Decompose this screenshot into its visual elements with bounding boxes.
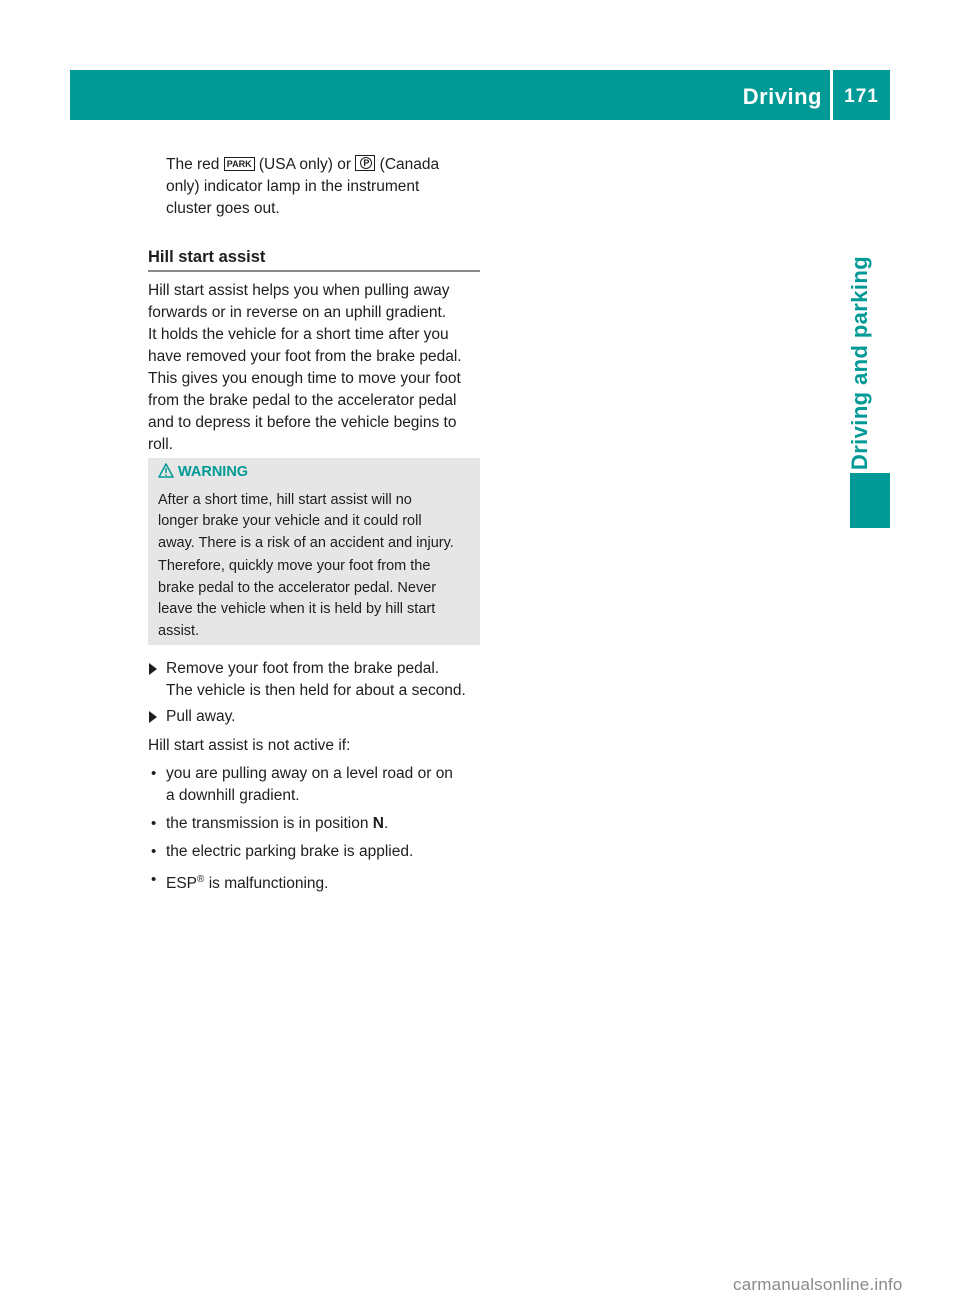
body-line: from the brake pedal to the accelerator pedal bbox=[148, 392, 457, 409]
body-line: This gives you enough time to move your foot bbox=[148, 370, 461, 387]
parking-brake-icon: P bbox=[355, 155, 375, 171]
step-text: Pull away. bbox=[166, 708, 236, 725]
watermark: carmanualsonline.info bbox=[733, 1275, 903, 1294]
section-title: Driving bbox=[742, 84, 822, 109]
body-line: forwards or in reverse on an uphill gradient. bbox=[148, 304, 447, 321]
list-item bbox=[148, 841, 482, 863]
warning-line: away. There is a risk of an accident and injury. bbox=[158, 534, 454, 551]
warning-line: brake pedal to the accelerator pedal. Never bbox=[158, 579, 437, 596]
park-icon: PARK bbox=[224, 157, 255, 171]
body-line: It holds the vehicle for a short time after you bbox=[148, 326, 449, 343]
bullet-icon: • bbox=[151, 815, 157, 832]
steps-list bbox=[148, 658, 482, 728]
page-number: 171 bbox=[844, 86, 879, 107]
intro-text-1: The red bbox=[166, 156, 224, 173]
heading-rule bbox=[148, 270, 480, 272]
warning-line: assist. bbox=[158, 622, 200, 639]
step-result: The vehicle is then held for about a second. bbox=[166, 682, 466, 699]
chapter-marker bbox=[850, 473, 890, 528]
warning-header bbox=[158, 462, 476, 486]
list-item bbox=[148, 813, 482, 835]
body-line: have removed your foot from the brake pedal. bbox=[148, 348, 462, 365]
section-body bbox=[148, 280, 482, 456]
step-arrow-icon bbox=[149, 663, 157, 675]
step-item bbox=[148, 658, 482, 702]
body-line: Hill start assist helps you when pulling away bbox=[148, 282, 450, 299]
list-item-text: a downhill gradient. bbox=[166, 787, 300, 804]
gear-position: N bbox=[372, 815, 384, 832]
warning-line: longer brake your vehicle and it could roll bbox=[158, 513, 422, 529]
bullet-icon: • bbox=[151, 843, 157, 860]
list-item-text: . bbox=[383, 815, 389, 832]
section-heading: Hill start assist bbox=[148, 248, 266, 266]
list-item-text: the electric parking brake is applied. bbox=[166, 843, 414, 860]
list-item-text: you are pulling away on a level road or on bbox=[166, 765, 453, 782]
step-text: Remove your foot from the brake pedal. bbox=[166, 660, 440, 677]
list-item-text: is malfunctioning. bbox=[204, 875, 329, 893]
list-item-text: the transmission is in position bbox=[166, 815, 373, 832]
intro-line-2: only) indicator lamp in the instrument bbox=[166, 178, 420, 195]
list-item bbox=[148, 869, 482, 895]
list-item bbox=[148, 763, 482, 807]
conditions-list bbox=[148, 763, 482, 895]
intro-paragraph bbox=[148, 154, 500, 220]
step-arrow-icon bbox=[149, 711, 157, 723]
conditions-intro: Hill start assist is not active if: bbox=[148, 737, 351, 754]
warning-line: After a short time, hill start assist will no bbox=[158, 491, 412, 508]
bullet-icon: • bbox=[151, 871, 157, 888]
chapter-tab-label: Driving and parking bbox=[847, 255, 872, 471]
warning-title: WARNING bbox=[178, 464, 249, 480]
intro-line-3: cluster goes out. bbox=[166, 200, 280, 217]
warning-box bbox=[148, 458, 480, 645]
bullet-icon: • bbox=[151, 765, 157, 782]
warning-triangle-icon bbox=[158, 463, 178, 486]
step-item bbox=[148, 706, 482, 728]
registered-mark: ® bbox=[197, 874, 205, 885]
warning-line: leave the vehicle when it is held by hill start bbox=[158, 601, 436, 617]
intro-text-2: (USA only) or bbox=[254, 156, 356, 173]
warning-line: Therefore, quickly move your foot from the bbox=[158, 558, 431, 574]
body-line: and to depress it before the vehicle begins to bbox=[148, 414, 457, 431]
body-line: roll. bbox=[148, 436, 173, 453]
list-item-text: ESP bbox=[166, 875, 198, 893]
intro-text-3: (Canada bbox=[375, 156, 440, 173]
